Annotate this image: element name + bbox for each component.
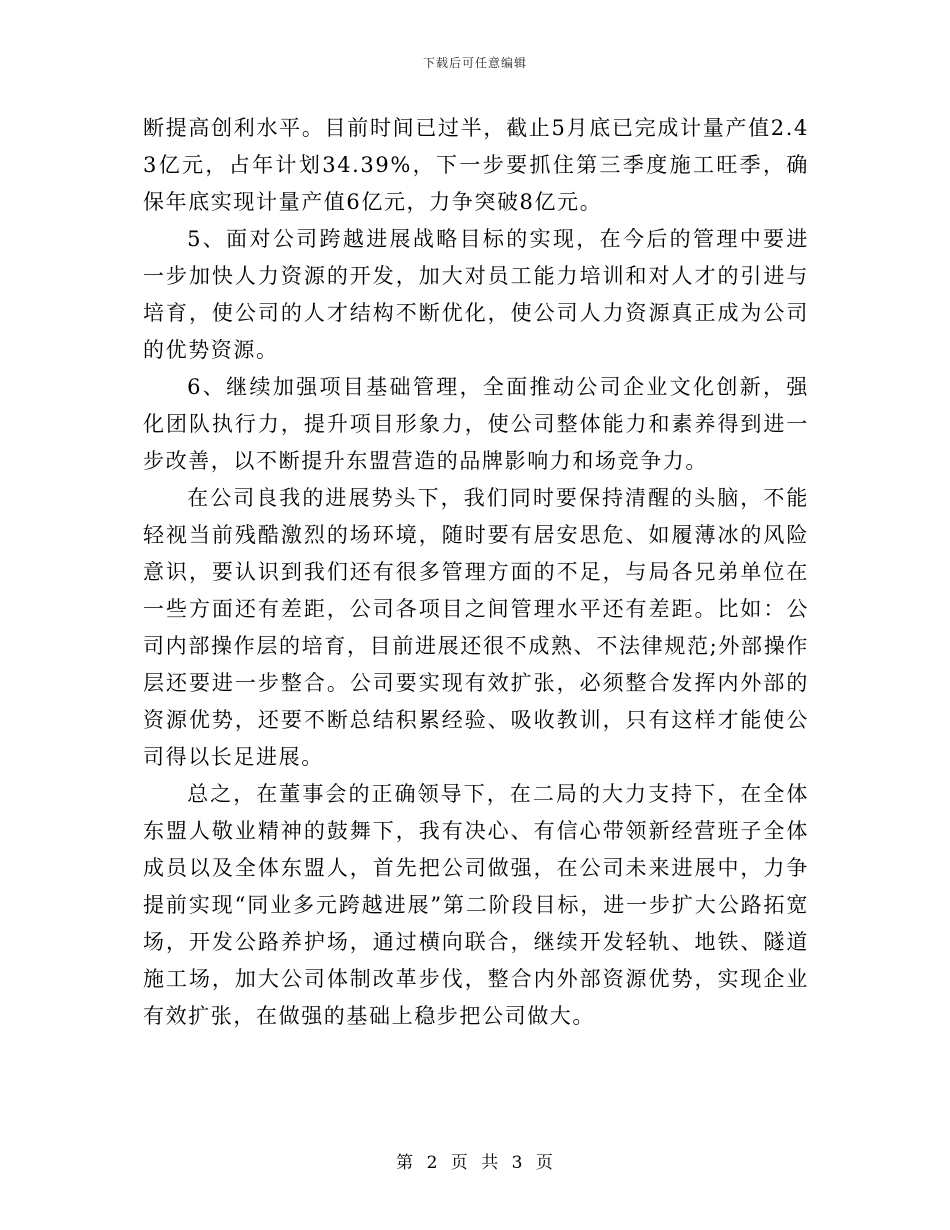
paragraph-risk-awareness: 在公司良我的进展势头下，我们同时要保持清醒的头脑，不能轻视当前残酷激烈的场环境，随时要有居安思危、如履薄冰的风险意识，要认识到我们还有很多管理方面的不足，与局各兄弟单位在一些方面还有差距，公司各项目之间管理水平还有差距。比如：公司内部操作层的培育，目前进展还很不成熟、不法律规范;外部操作层还要进一步整合。公司要实现有效扩张，必须整合发挥内外部的资源优势，还要不断总结积累经验、吸收教训，只有这样才能使公司得以长足进展。 (143, 486, 809, 769)
document-body (143, 110, 809, 1035)
page-header: 下载后可任意编辑 (422, 56, 527, 70)
paragraph-item-5: 5、面对公司跨越进展战略目标的实现，在今后的管理中要进一步加快人力资源的开发，加大对员工能力培训和对人才的引进与培育，使公司的人才结构不断优化，使公司人力资源真正成为公司的优势资源。 (143, 227, 809, 362)
paragraph-item-6: 6、继续加强项目基础管理，全面推动公司企业文化创新，强化团队执行力，提升项目形象力，使公司整体能力和素养得到进一步改善，以不断提升东盟营造的品牌影响力和场竞争力。 (143, 375, 809, 473)
paragraph-conclusion: 总之，在董事会的正确领导下，在二局的大力支持下，在全体东盟人敬业精神的鼓舞下，我有决心、有信心带领新经营班子全体成员以及全体东盟人，首先把公司做强，在公司未来进展中，力争提前实现“同业多元跨越进展”第二阶段目标，进一步扩大公路拓宽场，开发公路养护场，通过横向联合，继续开发轻轨、地铁、隧道施工场，加大公司体制改革步伐，整合内外部资源优势，实现企业有效扩张，在做强的基础上稳步把公司做大。 (143, 782, 809, 1028)
page-number-footer: 第 2 页 共 3 页 (396, 1153, 554, 1173)
paragraph-continuation: 断提高创利水平。目前时间已过半，截止5月底已完成计量产值2.43亿元，占年计划34.39%，下一步要抓住第三季度施工旺季，确保年底实现计量产值6亿元，力争突破8亿元。 (143, 116, 809, 214)
